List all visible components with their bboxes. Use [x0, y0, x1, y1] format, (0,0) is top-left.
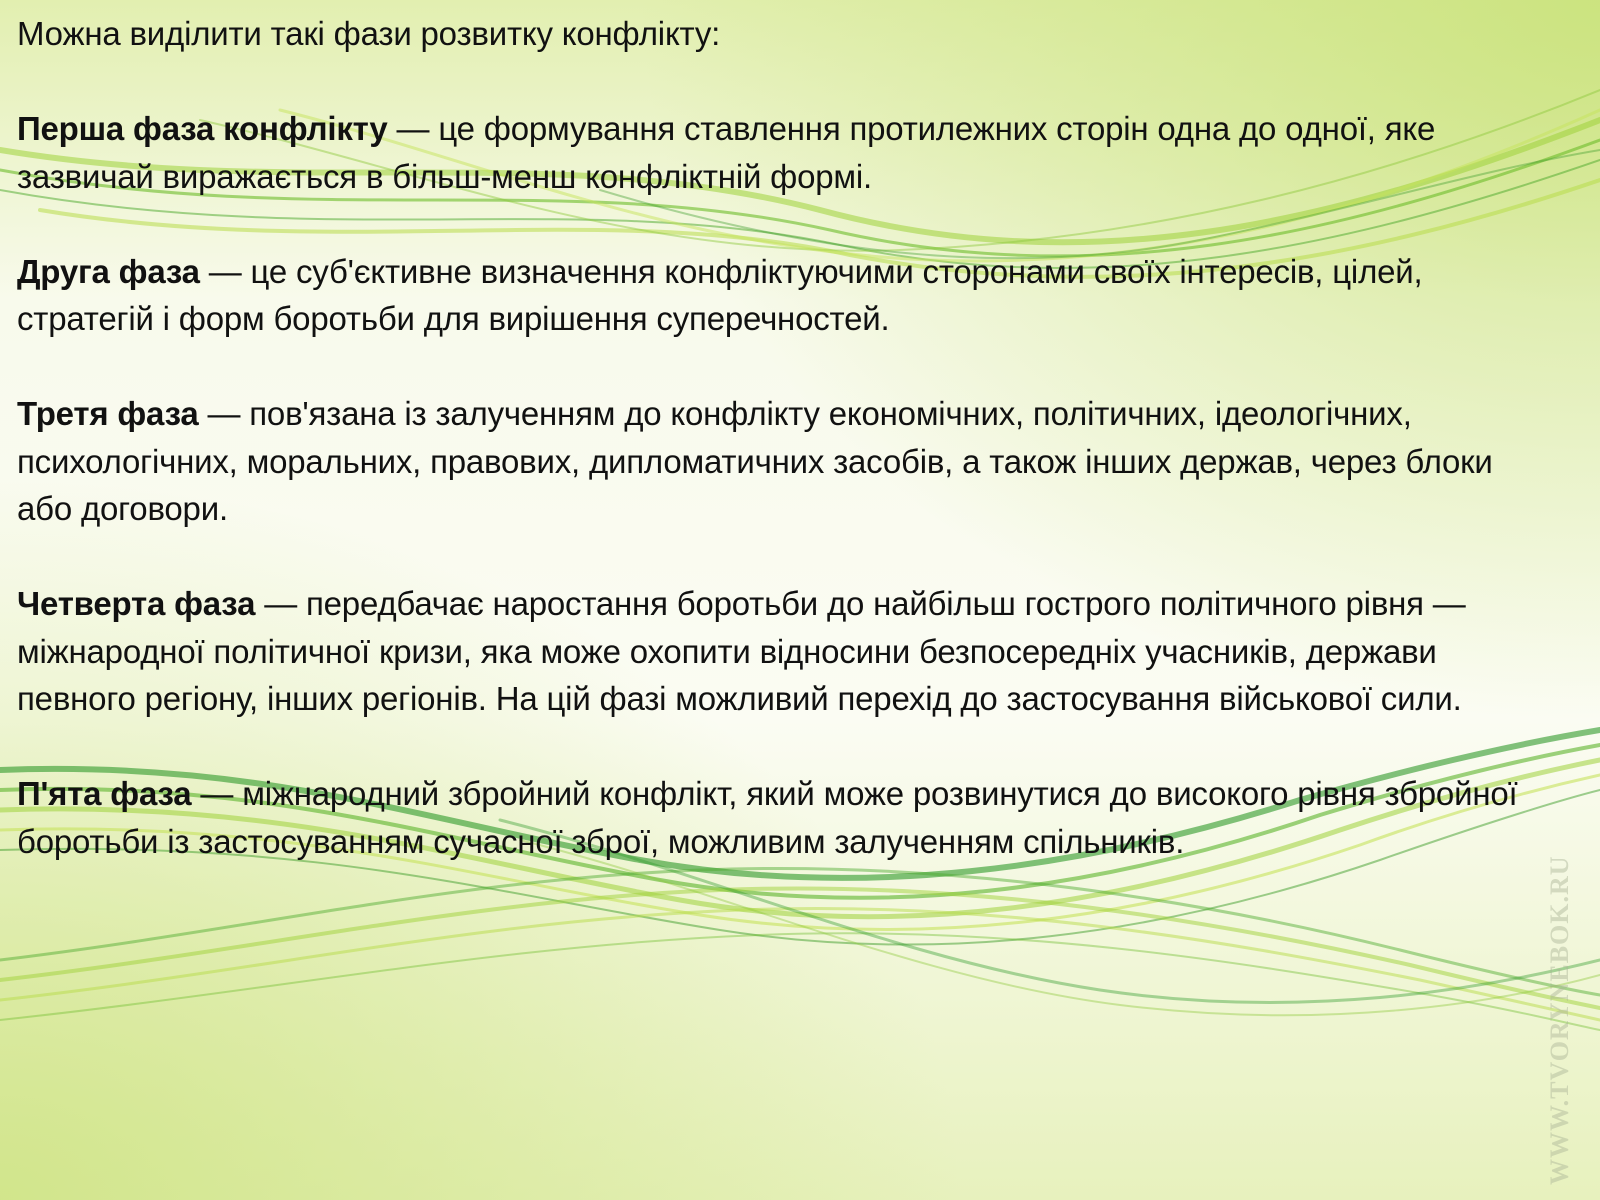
phase-4-paragraph: [17, 580, 1537, 723]
phase-5-text: — міжнародний збройний конфлікт, який може розвинутися до високого рівня збройної боротьби із застосуванням сучасної зброї, можливим залученням спільників.: [17, 775, 1518, 860]
watermark: WWW.TVORYNEBOK.RU: [1545, 855, 1574, 1185]
phase-3-title: Третя фаза: [17, 395, 199, 432]
phase-3-paragraph: [17, 390, 1537, 533]
slide-content: [17, 10, 1537, 913]
phase-4-title: Четверта фаза: [17, 585, 256, 622]
phase-2-text: — це суб'єктивне визначення конфліктуючими сторонами своїх інтересів, цілей, стратегій і форм боротьби для вирішення суперечностей.: [17, 252, 1423, 337]
phase-2-title: Друга фаза: [17, 252, 200, 290]
phase-4-text: — передбачає наростання боротьби до найбільш гострого політичного рівня — міжнародної політичної кризи, яка може охопити відносини безпосередніх учасників, держави певного регіону, інших регіонів. На цій фазі можливий перехід до застосування військової сили.: [17, 585, 1466, 717]
phase-1-title: Перша фаза конфлікту: [17, 110, 388, 147]
phase-2-paragraph: [17, 248, 1537, 343]
phase-3-text: — пов'язана із залученням до конфлікту економічних, політичних, ідеологічних, психологічних, моральних, правових, дипломатичних засобів, а також інших держав, через блоки або договори.: [17, 395, 1493, 527]
phase-5-title: П'ята фаза: [17, 775, 192, 812]
phase-1-paragraph: [17, 105, 1537, 200]
intro-text: Можна виділити такі фази розвитку конфлікту:: [17, 15, 721, 52]
phase-5-paragraph: [17, 770, 1537, 865]
phase-1-text: — це формування ставлення протилежних сторін одна до одної, яке зазвичай виражається в більш-менш конфліктній формі.: [17, 110, 1436, 195]
